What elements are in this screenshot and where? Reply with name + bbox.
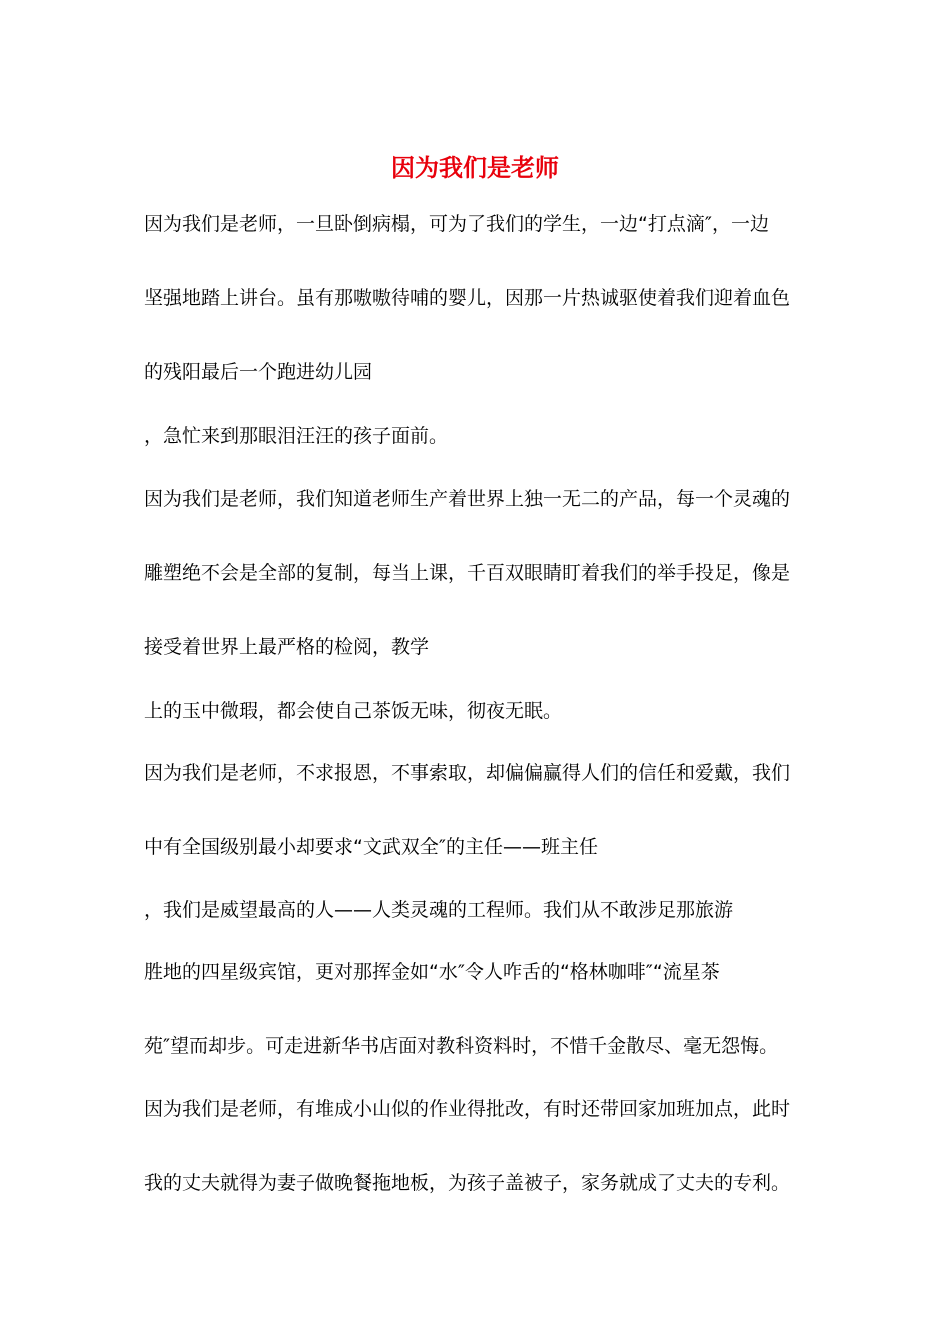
- text-line-2: 坚强地踏上讲台。虽有那嗷嗷待哺的婴儿，因那一片热诚驱使着我们迎着血色: [144, 287, 791, 309]
- text-line-6: 雕塑绝不会是全部的复制，每当上课，千百双眼睛盯着我们的举手投足，像是: [144, 562, 791, 584]
- text-line-14: 因为我们是老师，有堆成小山似的作业得批改，有时还带回家加班加点，此时: [144, 1098, 791, 1120]
- text-line-8: 上的玉中微瑕，都会使自己茶饭无味，彻夜无眠。: [144, 700, 563, 722]
- text-line-11: ，我们是威望最高的人——人类灵魂的工程师。我们从不敢涉足那旅游: [144, 899, 734, 921]
- text-line-15: 我的丈夫就得为妻子做晚餐拖地板，为孩子盖被子，家务就成了丈夫的专利。: [144, 1172, 791, 1194]
- text-line-5: 因为我们是老师，我们知道老师生产着世界上独一无二的产品，每一个灵魂的: [144, 488, 791, 510]
- document-title: 因为我们是老师: [391, 153, 559, 182]
- text-line-10: 中有全国级别最小却要求“文武双全″的主任——班主任: [144, 836, 598, 858]
- text-line-1: 因为我们是老师，一旦卧倒病榻，可为了我们的学生，一边“打点滴″，一边: [144, 213, 769, 235]
- text-line-7: 接受着世界上最严格的检阅，教学: [144, 636, 430, 658]
- text-line-12: 胜地的四星级宾馆，更对那挥金如“水″令人咋舌的“格林咖啡″“流星茶: [144, 961, 720, 983]
- text-line-13: 苑″望而却步。可走进新华书店面对教科资料时，不惜千金散尽、毫无怨悔。: [144, 1035, 779, 1057]
- text-line-3: 的残阳最后一个跑进幼儿园: [144, 361, 373, 383]
- text-line-9: 因为我们是老师，不求报恩，不事索取，却偏偏赢得人们的信任和爱戴，我们: [144, 762, 791, 784]
- text-line-4: ，急忙来到那眼泪汪汪的孩子面前。: [144, 425, 449, 447]
